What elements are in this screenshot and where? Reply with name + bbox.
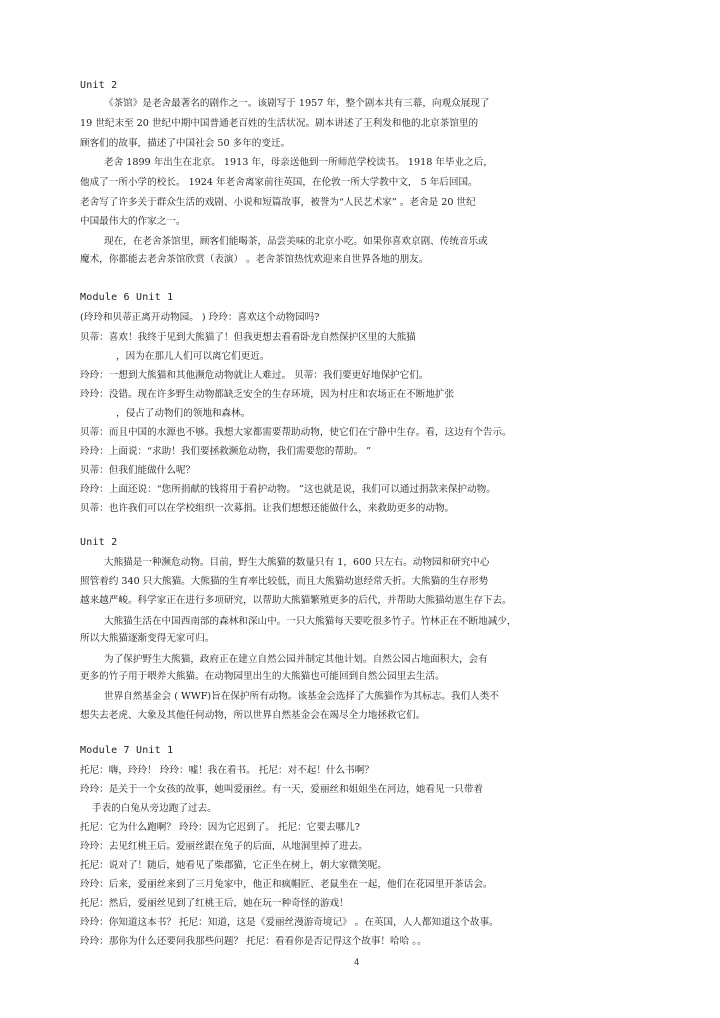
- text-line: ，因为在那儿人们可以离它们更近。: [116, 351, 270, 362]
- text-line: 更多的竹子用于喂养大熊猫。在动物园里出生的大熊猫也可能回到自然公园里去生活。: [80, 671, 445, 682]
- section-heading: Unit 2: [80, 537, 118, 548]
- text-line: 玲玲：上面说：“求助！我们要拯救濒危动物，我们需要您的帮助。 ”: [80, 446, 372, 457]
- text-line: 贝蒂：喜欢！我终于见到大熊猫了！但我更想去看看卧龙自然保护区里的大熊猫: [80, 332, 416, 343]
- text-line: 现在，在老舍茶馆里，顾客们能喝茶，品尝美味的北京小吃。如果你喜欢京剧、传统音乐或: [104, 236, 488, 247]
- text-line: ，侵占了动物们的领地和森林。: [116, 408, 251, 419]
- text-line: 玲玲：那你为什么还要问我那些问题？ 托尼：看看你是否记得这个故事！哈哈 。。: [80, 936, 427, 947]
- text-line: 手表的白兔从旁边跑了过去。: [92, 803, 217, 814]
- text-line: 玲玲：是关于一个女孩的故事，她叫爱丽丝。有一天，爱丽丝和姐姐坐在河边，她看见一只带着: [80, 784, 483, 795]
- text-line: 19 世纪末至 20 世纪中期中国普通老百姓的生活状况。剧本讲述了王利发和他的北京茶馆里的: [80, 118, 479, 129]
- section-heading: Unit 2: [80, 80, 118, 91]
- text-line: 贝蒂：也许我们可以在学校组织一次募捐。让我们想想还能做什么，来救助更多的动物。: [80, 503, 455, 514]
- text-line: 大熊猫是一种濒危动物。目前，野生大熊猫的数量只有 1，600 只左右。动物园和研究中心: [104, 557, 490, 568]
- section-heading: Module 7 Unit 1: [80, 745, 174, 756]
- text-line: 照管着约 340 只大熊猫。大熊猫的生育率比较低，而且大熊猫幼崽经常夭折。大熊猫的生存形势: [80, 576, 489, 587]
- text-line: 想失去老虎、大象及其他任何动物，所以世界自然基金会在竭尽全力地拯救它们。: [80, 710, 426, 721]
- text-line: 贝蒂：但我们能做什么呢？: [80, 465, 196, 476]
- text-line: 托尼：说对了！随后，她看见了柴郡猫，它正坐在树上，朝大家微笑呢。: [80, 860, 387, 871]
- text-line: 顾客们的故事，描述了中国社会 50 多年的变迁。: [80, 138, 291, 149]
- text-line: 贝蒂：而且中国的水源也不够。我想大家都需要帮助动物，使它们在宁静中生存。看，这边有个告示。: [80, 427, 512, 438]
- text-line: 玲玲：上面还说：“您所捐献的钱将用于看护动物。 ”这也就是说，我们可以通过捐款来保护动物。: [80, 484, 496, 495]
- text-line: 老舍 1899 年出生在北京。 1913 年，母亲送他到一所师范学校读书。 1918 年毕业之后，: [104, 157, 493, 168]
- text-line: 托尼：它为什么跑啊？ 玲玲：因为它迟到了。 托尼：它要去哪儿?: [80, 822, 360, 833]
- text-line: 魔术，你都能去老舍茶馆欣赏（表演） 。老舍茶馆热忱欢迎来自世界各地的朋友。: [80, 254, 429, 265]
- text-line: 世界自然基金会 ( WWF)旨在保护所有动物。该基金会选择了大熊猫作为其标志。我们人类不: [104, 691, 499, 702]
- text-line: 玲玲：一想到大熊猫和其他濒危动物就让人难过。 贝蒂：我们要更好地保护它们。: [80, 370, 429, 381]
- text-line: 所以大熊猫逐渐变得无家可归。: [80, 633, 215, 644]
- page-number: 4: [354, 958, 360, 968]
- text-line: 大熊猫生活在中国西南部的森林和深山中。一只大熊猫每天要吃很多竹子。竹林正在不断地减少，: [104, 616, 517, 627]
- text-line: 玲玲：后来，爱丽丝来到了三月兔家中，他正和疯帽匠、老鼠坐在一起，他们在花园里开茶话会。: [80, 879, 493, 890]
- text-line: 玲玲：去见红桃王后。爱丽丝跟在兔子的后面，从地洞里掉了进去。: [80, 841, 368, 852]
- text-line: 他成了一所小学的校长。 1924 年老舍离家前往英国，在伦敦一所大学教中文， 5 年后回国。: [80, 177, 478, 188]
- text-line: 中国最伟大的作家之一。: [80, 216, 186, 227]
- text-line: 托尼：然后，爱丽丝见到了红桃王后，她在玩一种奇怪的游戏！: [80, 898, 349, 909]
- text-line: (玲玲和贝蒂正离开动物园。 ) 玲玲：喜欢这个动物园吗?: [80, 312, 320, 323]
- section-heading: Module 6 Unit 1: [80, 292, 174, 303]
- text-line: 为了保护野生大熊猫，政府正在建立自然公园并制定其他计划。自然公园占地面积大，会有: [104, 654, 488, 665]
- text-line: 托尼：嗨，玲玲！ 玲玲：嘘！我在看书。 托尼：对不起！什么书啊？: [80, 765, 374, 776]
- text-line: 《茶馆》是老舍最著名的剧作之一。该剧写于 1957 年，整个剧本共有三幕，向观众展现了: [104, 98, 490, 109]
- text-line: 玲玲：你知道这本书？ 托尼：知道，这是《爱丽丝漫游奇境记》 。在英国，人人都知道这个故事。: [80, 917, 499, 928]
- text-line: 老舍写了许多关于群众生活的戏剧、小说和短篇故事，被誉为“人民艺术家” 。老舍是 20 世纪: [80, 197, 476, 208]
- text-line: 越来越严峻。科学家正在进行多项研究，以帮助大熊猫繁殖更多的后代，并帮助大熊猫幼崽生存下去。: [80, 595, 512, 606]
- text-line: 玲玲：没错。现在许多野生动物都缺乏安全的生存环境，因为村庄和农场正在不断地扩张: [80, 389, 455, 400]
